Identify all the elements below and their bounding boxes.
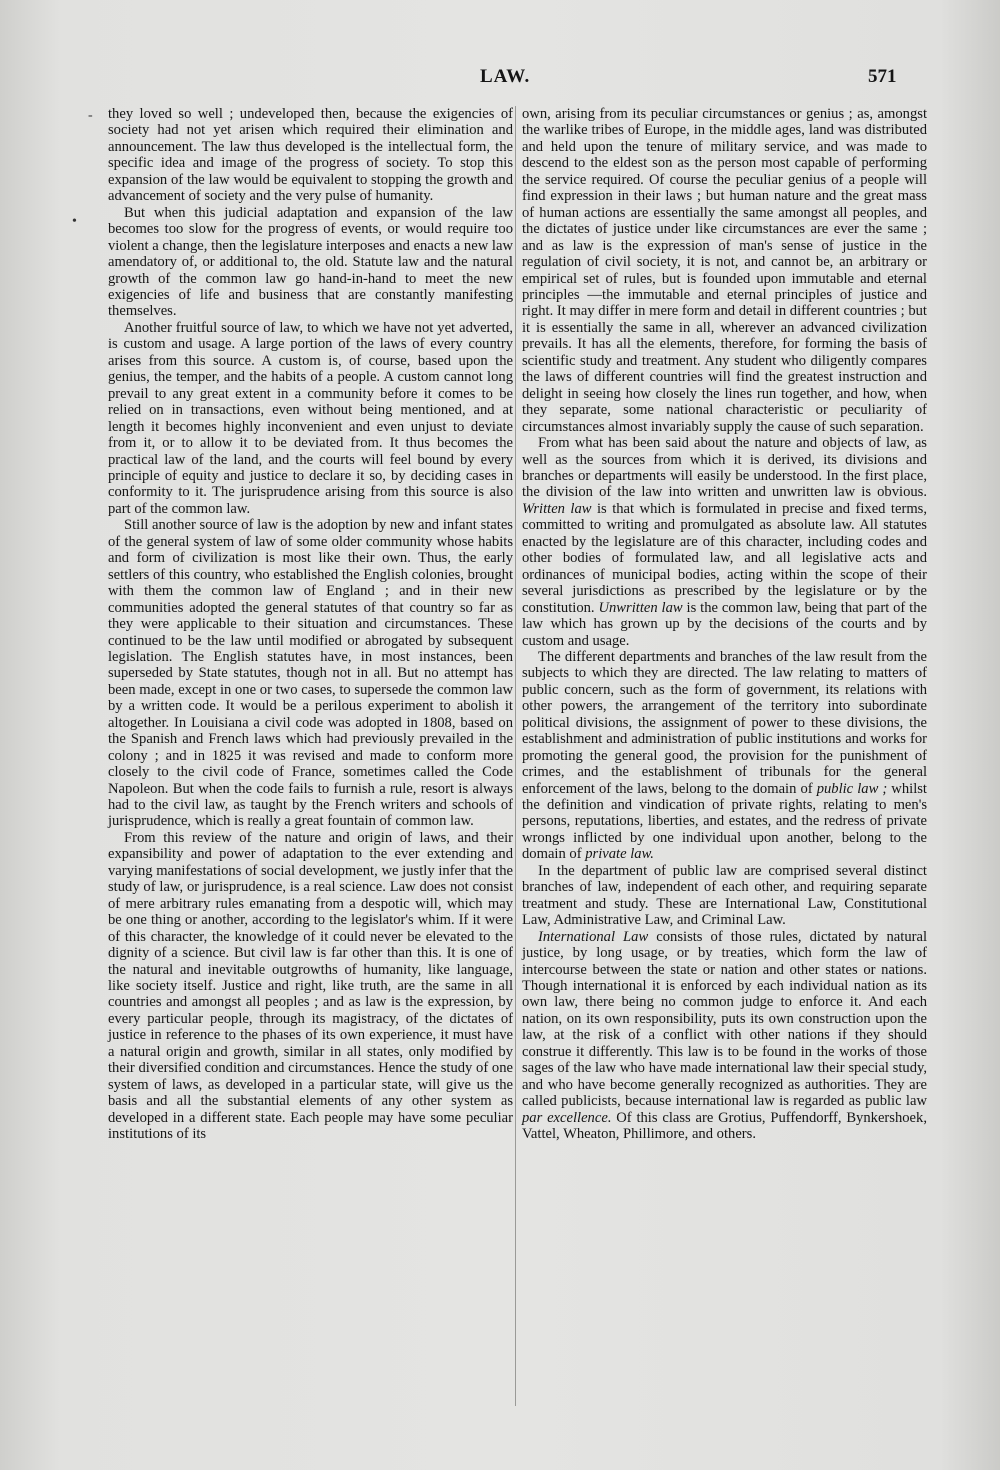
term-par-excellence: par excellence. (522, 1109, 612, 1126)
left-column (108, 106, 513, 1143)
paragraph-text: The different departments and branches of the law result from the subjects to which they are directed. The law relating to matters of public concern, such as the form of government, its relations with other powers, the arrangement of the territory into subordinate political divisions, the assignment of power to these divisions, the establishment and administration of public institutions and works for promoting the general good, the provision for the punishment of crimes, and the establishment of tribunals for the general enforcement of the laws, belong to the domain of (522, 648, 927, 797)
paragraph: Still another source of law is the adoption by new and infant states of the general system of law of some older community whose habits and form of civilization is most like their own. Thus, the early settlers of this country, who established the English colonies, brought with them the common law of England ; and in their new communities adopted the general statutes of that country so far as they were applicable to their situation and circumstances. These continued to be the law until modified or abrogated by subsequent legislation. The English statutes have, in most instances, been superseded by State statutes, though not in all. But no attempt has been made, except in one or two cases, to supersede the common law by a written code. It would be a perilous experiment to abolish it altogether. In Louisiana a civil code was adopted in 1808, based on the Spanish and French laws which had previously prevailed in the colony ; and in 1825 it was revised and made to conform more closely to the civil code of France, sometimes called the Code Napoleon. But when the code fails to furnish a rule, resort is always had to the civil law, as taught by the French writers and schools of jurisprudence, which is really a great fountain of common law. (108, 517, 513, 830)
paragraph-text: consists of those rules, dictated by natural justice, by long usage, or by treaties, which form the law of intercourse between the state or nation and other states or nations. Though international it is enforced by each individual nation as its own law, there being no common judge to enforce it. And each nation, on its own responsibility, puts its own construction upon the law, at the risk of a conflict with other nations if they should construe it differently. This law is to be found in the works of those sages of the law who have made international law their special study, and who have become generally recognized as authorities. They are called publicists, because international law is regarded as public law (522, 928, 928, 1110)
term-international-law: International Law (538, 928, 649, 945)
term-written-law: Written law (522, 500, 592, 517)
term-private-law: private law. (585, 846, 654, 863)
paragraph-text: is the common law, being that part of the law which has grown up by the decisions of the courts and by custom and usage. (522, 599, 928, 649)
page-number: 571 (868, 66, 897, 87)
running-title: LAW. (480, 66, 531, 87)
paragraph-text: whilst the definition and vindication of private rights, relating to men's persons, reputations, liberties, and estates, and the redress of private wrongs inflicted by one individual upon another, belong to the domain of (522, 780, 927, 863)
paragraph: own, arising from its peculiar circumstances or genius ; as, amongst the warlike tribes of Europe, in the middle ages, land was distributed and held upon the tenure of military service, and was made to descend to the eldest son as the person most capable of performing the service required. Of course the peculiar genius of a people will find expression in their laws ; but human nature and the great mass of human actions are essentially the same amongst all peoples, and the dictates of justice under like circumstances are ever the same ; and as law is the expression of man's sense of justice in the regulation of civil society, it is not, and cannot be, an arbitrary or empirical set of rules, but is founded upon immutable and eternal principles —the immutable and eternal principles of justice and right. It may differ in mere form and detail in different countries ; but it is essentially the same in all, wherever an advanced civilization prevails. It has all the elements, therefore, for forming the basis of scientific study and treatment. Any student who diligently compares the laws of different countries will find the greatest instruction and delight in seeing how closely the lines run together, and how, when they separate, some national characteristic or peculiarity of circumstances almost invariably supply the cause of such separation. (522, 106, 927, 435)
column-divider (515, 106, 516, 1406)
margin-mark-dot: • (72, 214, 77, 229)
paragraph: they loved so well ; undeveloped then, because the exigencies of society had not yet arisen which required their elimination and announcement. The law thus developed is the intellectual form, the specific idea and image of the progress of society. To stop this expansion of the law would be equivalent to stopping the growth and advancement of society and the very pulse of humanity. (108, 106, 513, 205)
term-public-law: public law ; (816, 780, 888, 797)
paragraph: In the department of public law are comprised several distinct branches of law, independent of each other, and requiring separate treatment and study. These are International Law, Constitutional Law, Administrative Law, and Criminal Law. (522, 862, 927, 929)
paragraph-text: From what has been said about the nature and objects of law, as well as the sources from which it is derived, its divisions and branches or departments will easily be understood. In the first place, the division of the law into written and unwritten law is obvious. (522, 435, 927, 501)
paragraph: But when this judicial adaptation and expansion of the law becomes too slow for the progress of events, or would require too violent a change, then the legislature interposes and enacts a new law amendatory of, or additional to, the old. Statute law and the natural growth of the common law go hand-in-hand to meet the new exigencies of life and business that are constantly manifesting themselves. (108, 204, 513, 320)
paragraph: Another fruitful source of law, to which we have not yet adverted, is custom and usage. A large portion of the laws of every country arises from this source. A custom is, of course, based upon the genius, the temper, and the habits of a people. A custom cannot long prevail to any great extent in a community before it comes to be relied on in transactions, even without being mentioned, and at length it becomes highly inconvenient and even unjust to deviate from it, or to allow it to be deviated from. It thus becomes the practical law of the land, and the courts will feel bound by every principle of equity and justice to declare it so, by deciding cases in conformity to it. The jurisprudence arising from this source is also part of the common law. (108, 319, 513, 517)
paragraph (522, 929, 927, 1143)
running-head (0, 66, 1000, 92)
paragraph (522, 649, 927, 863)
margin-mark-dash: - (88, 108, 93, 123)
paragraph-text: Of this class are Grotius, Puffendorff, Bynkershoek, Vattel, Wheaton, Phillimore, and others. (522, 1109, 927, 1143)
paragraph: From this review of the nature and origin of laws, and their expansibility and power of adaptation to the ever extending and varying manifestations of social development, we justly infer that the study of law, or jurisprudence, is a real science. Law does not consist of mere arbitrary rules emanating from a despotic will, which may be one thing or another, according to the legislator's whim. If it were of this character, the knowledge of it could never be elevated to the dignity of a science. But civil law is far other than this. It is one of the natural and inevitable outgrowths of humanity, like language, like society itself. Justice and right, like truth, are the same in all countries and amongst all peoples ; and as law is the expression, by every particular people, through its magistracy, of the dictates of justice in reference to the phases of its own experience, it must have a natural origin and growth, similar in all states, only modified by their diversified condition and circumstances. Hence the study of one system of laws, as developed in a particular state, will give us the basis and all the substantial elements of any other system as developed in a different state. Each people may have some peculiar institutions of its (108, 829, 513, 1143)
term-unwritten-law: Unwritten law (598, 599, 683, 616)
paragraph (522, 435, 927, 649)
right-column (522, 106, 927, 1143)
paragraph-text: is that which is formulated in precise and fixed terms, committed to writing and promulgated as absolute law. All statutes enacted by the legislature are of this character, including codes and other bodies of formulated law, and all legislative acts and ordinances of municipal bodies, acting within the scope of their several jurisdictions as prescribed by the legislature or by the constitution. (522, 500, 928, 616)
